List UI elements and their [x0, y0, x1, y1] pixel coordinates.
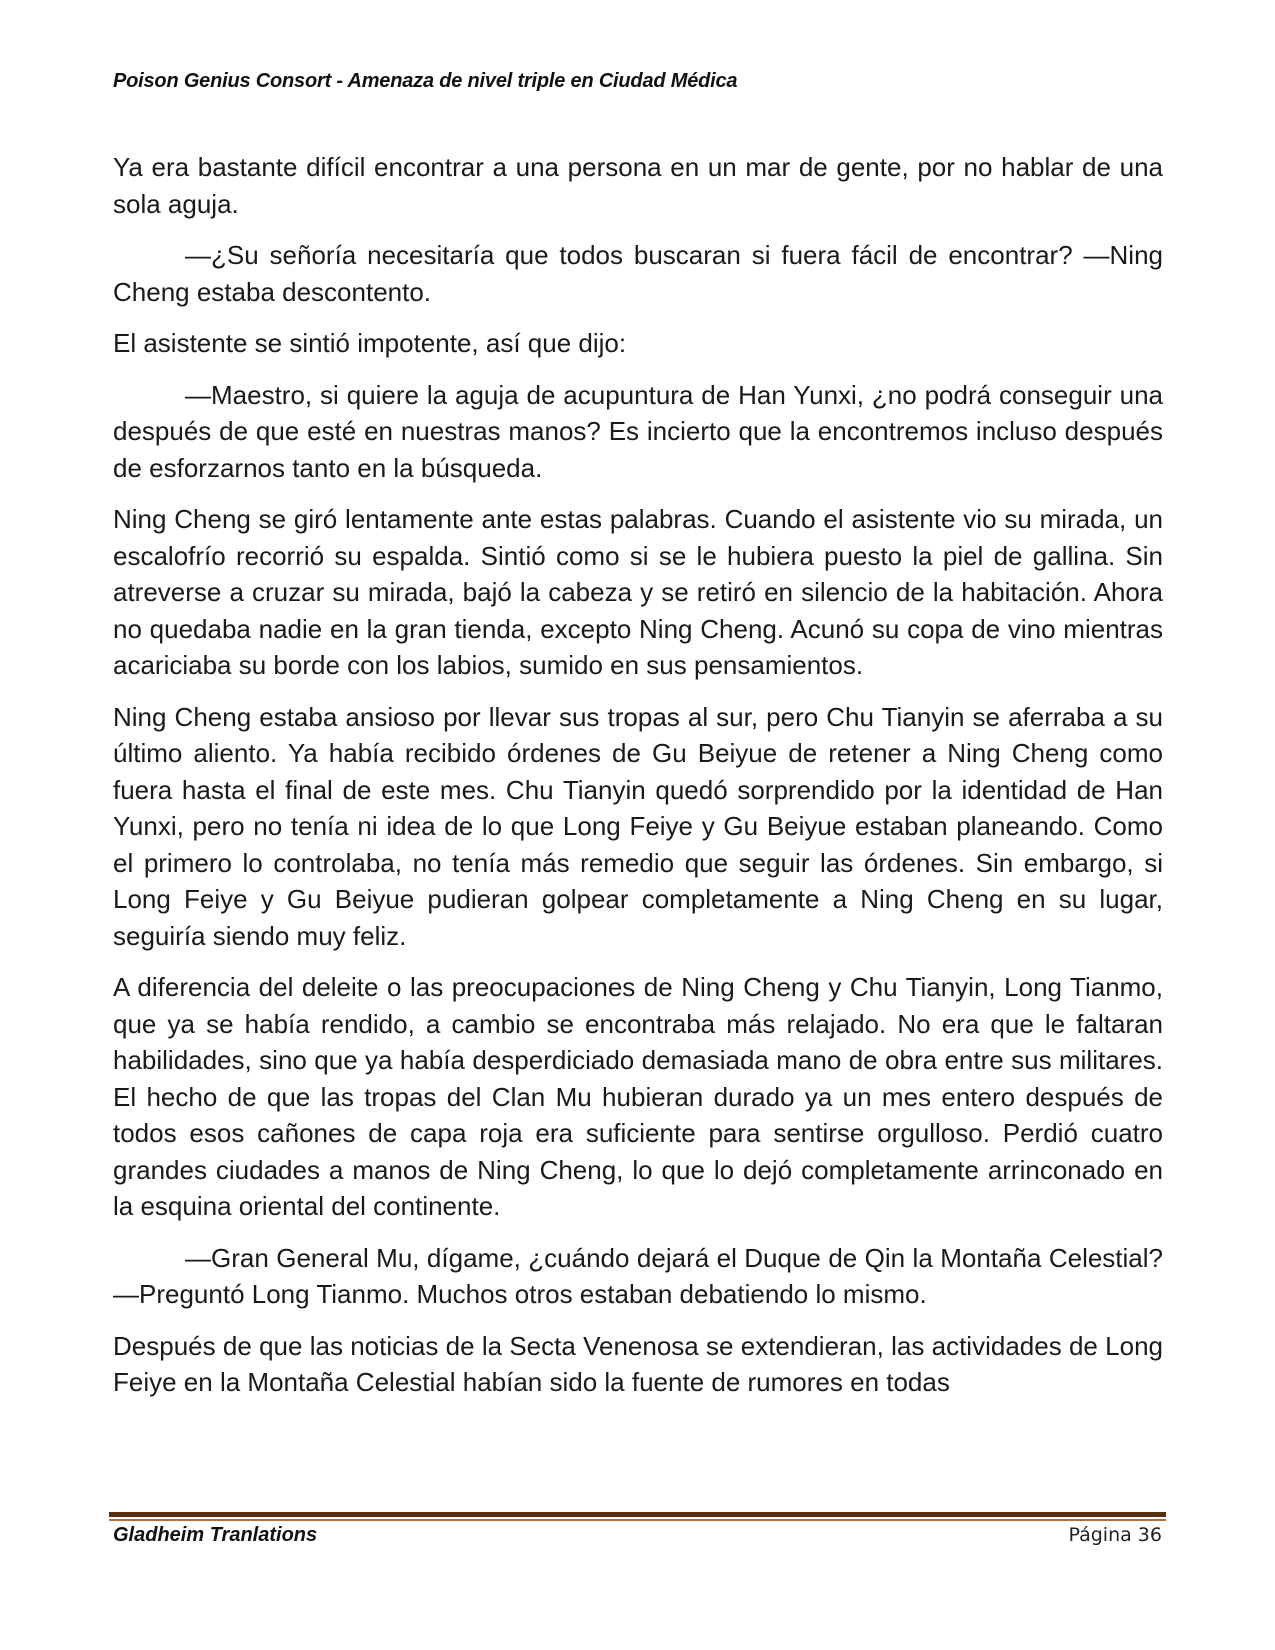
footer-divider-thick [109, 1512, 1166, 1517]
footer-credit: Gladheim Tranlations [113, 1524, 318, 1546]
paragraph: Ning Cheng estaba ansioso por llevar sus tropas al sur, pero Chu Tianyin se aferraba a su último aliento. Ya había recibido órdenes de Gu Beiyue de retener a Ning Cheng como fuera hasta el final de este mes. Chu Tianyin quedó sorprendido por la identidad de Han Yunxi, pero no tenía ni idea de lo que Long Feiye y Gu Beiyue estaban planeando. Como el primero lo controlaba, no tenía más remedio que seguir las órdenes. Sin embargo, si Long Feiye y Gu Beiyue pudieran golpear completamente a Ning Cheng en su lugar, seguiría siendo muy feliz. [113, 701, 1163, 951]
paragraph: El asistente se sintió impotente, así que dijo: [113, 328, 627, 358]
running-header: Poison Genius Consort - Amenaza de nivel triple en Ciudad Médica [113, 70, 738, 92]
paragraph: Ya era bastante difícil encontrar a una persona en un mar de gente, por no hablar de una sola aguja. [113, 152, 1163, 219]
paragraph: Ning Cheng se giró lentamente ante estas palabras. Cuando el asistente vio su mirada, un escalofrío recorrió su espalda. Sintió como si se le hubiera puesto la piel de gallina. Sin atreverse a cruzar su mirada, bajó la cabeza y se retiró en silencio de la habitación. Ahora no quedaba nadie en la gran tienda, excepto Ning Cheng. Acunó su copa de vino mientras acariciaba su borde con los labios, sumido en sus pensamientos. [113, 504, 1163, 680]
paragraph: —Maestro, si quiere la aguja de acupuntura de Han Yunxi, ¿no podrá conseguir una después de que esté en nuestras manos? Es incierto que la encontremos incluso después de esforzarnos tanto en la búsqueda. [113, 379, 1163, 483]
page-number: Página 36 [1068, 1524, 1162, 1546]
paragraph: Después de que las noticias de la Secta Venenosa se extendieran, las actividades de Long Feiye en la Montaña Celestial habían sido la fuente de rumores en todas [113, 1330, 1163, 1397]
body-text [113, 149, 1163, 1416]
paragraph: —Gran General Mu, dígame, ¿cuándo dejará el Duque de Qin la Montaña Celestial? —Preguntó Long Tianmo. Muchos otros estaban debatiendo lo mismo. [113, 1242, 1163, 1309]
footer-divider [109, 1512, 1166, 1521]
paragraph: A diferencia del deleite o las preocupaciones de Ning Cheng y Chu Tianyin, Long Tianmo, que ya se había rendido, a cambio se encontraba más relajado. No era que le faltaran habilidades, sino que ya había desperdiciado demasiada mano de obra entre sus militares. El hecho de que las tropas del Clan Mu hubieran durado ya un mes entero después de todos esos cañones de capa roja era suficiente para sentirse orgulloso. Perdió cuatro grandes ciudades a manos de Ning Cheng, lo que lo dejó completamente arrinconado en la esquina oriental del continente. [113, 972, 1163, 1221]
paragraph: —¿Su señoría necesitaría que todos buscaran si fuera fácil de encontrar? —Ning Cheng estaba descontento. [113, 240, 1163, 307]
footer-divider-thin [109, 1519, 1166, 1521]
